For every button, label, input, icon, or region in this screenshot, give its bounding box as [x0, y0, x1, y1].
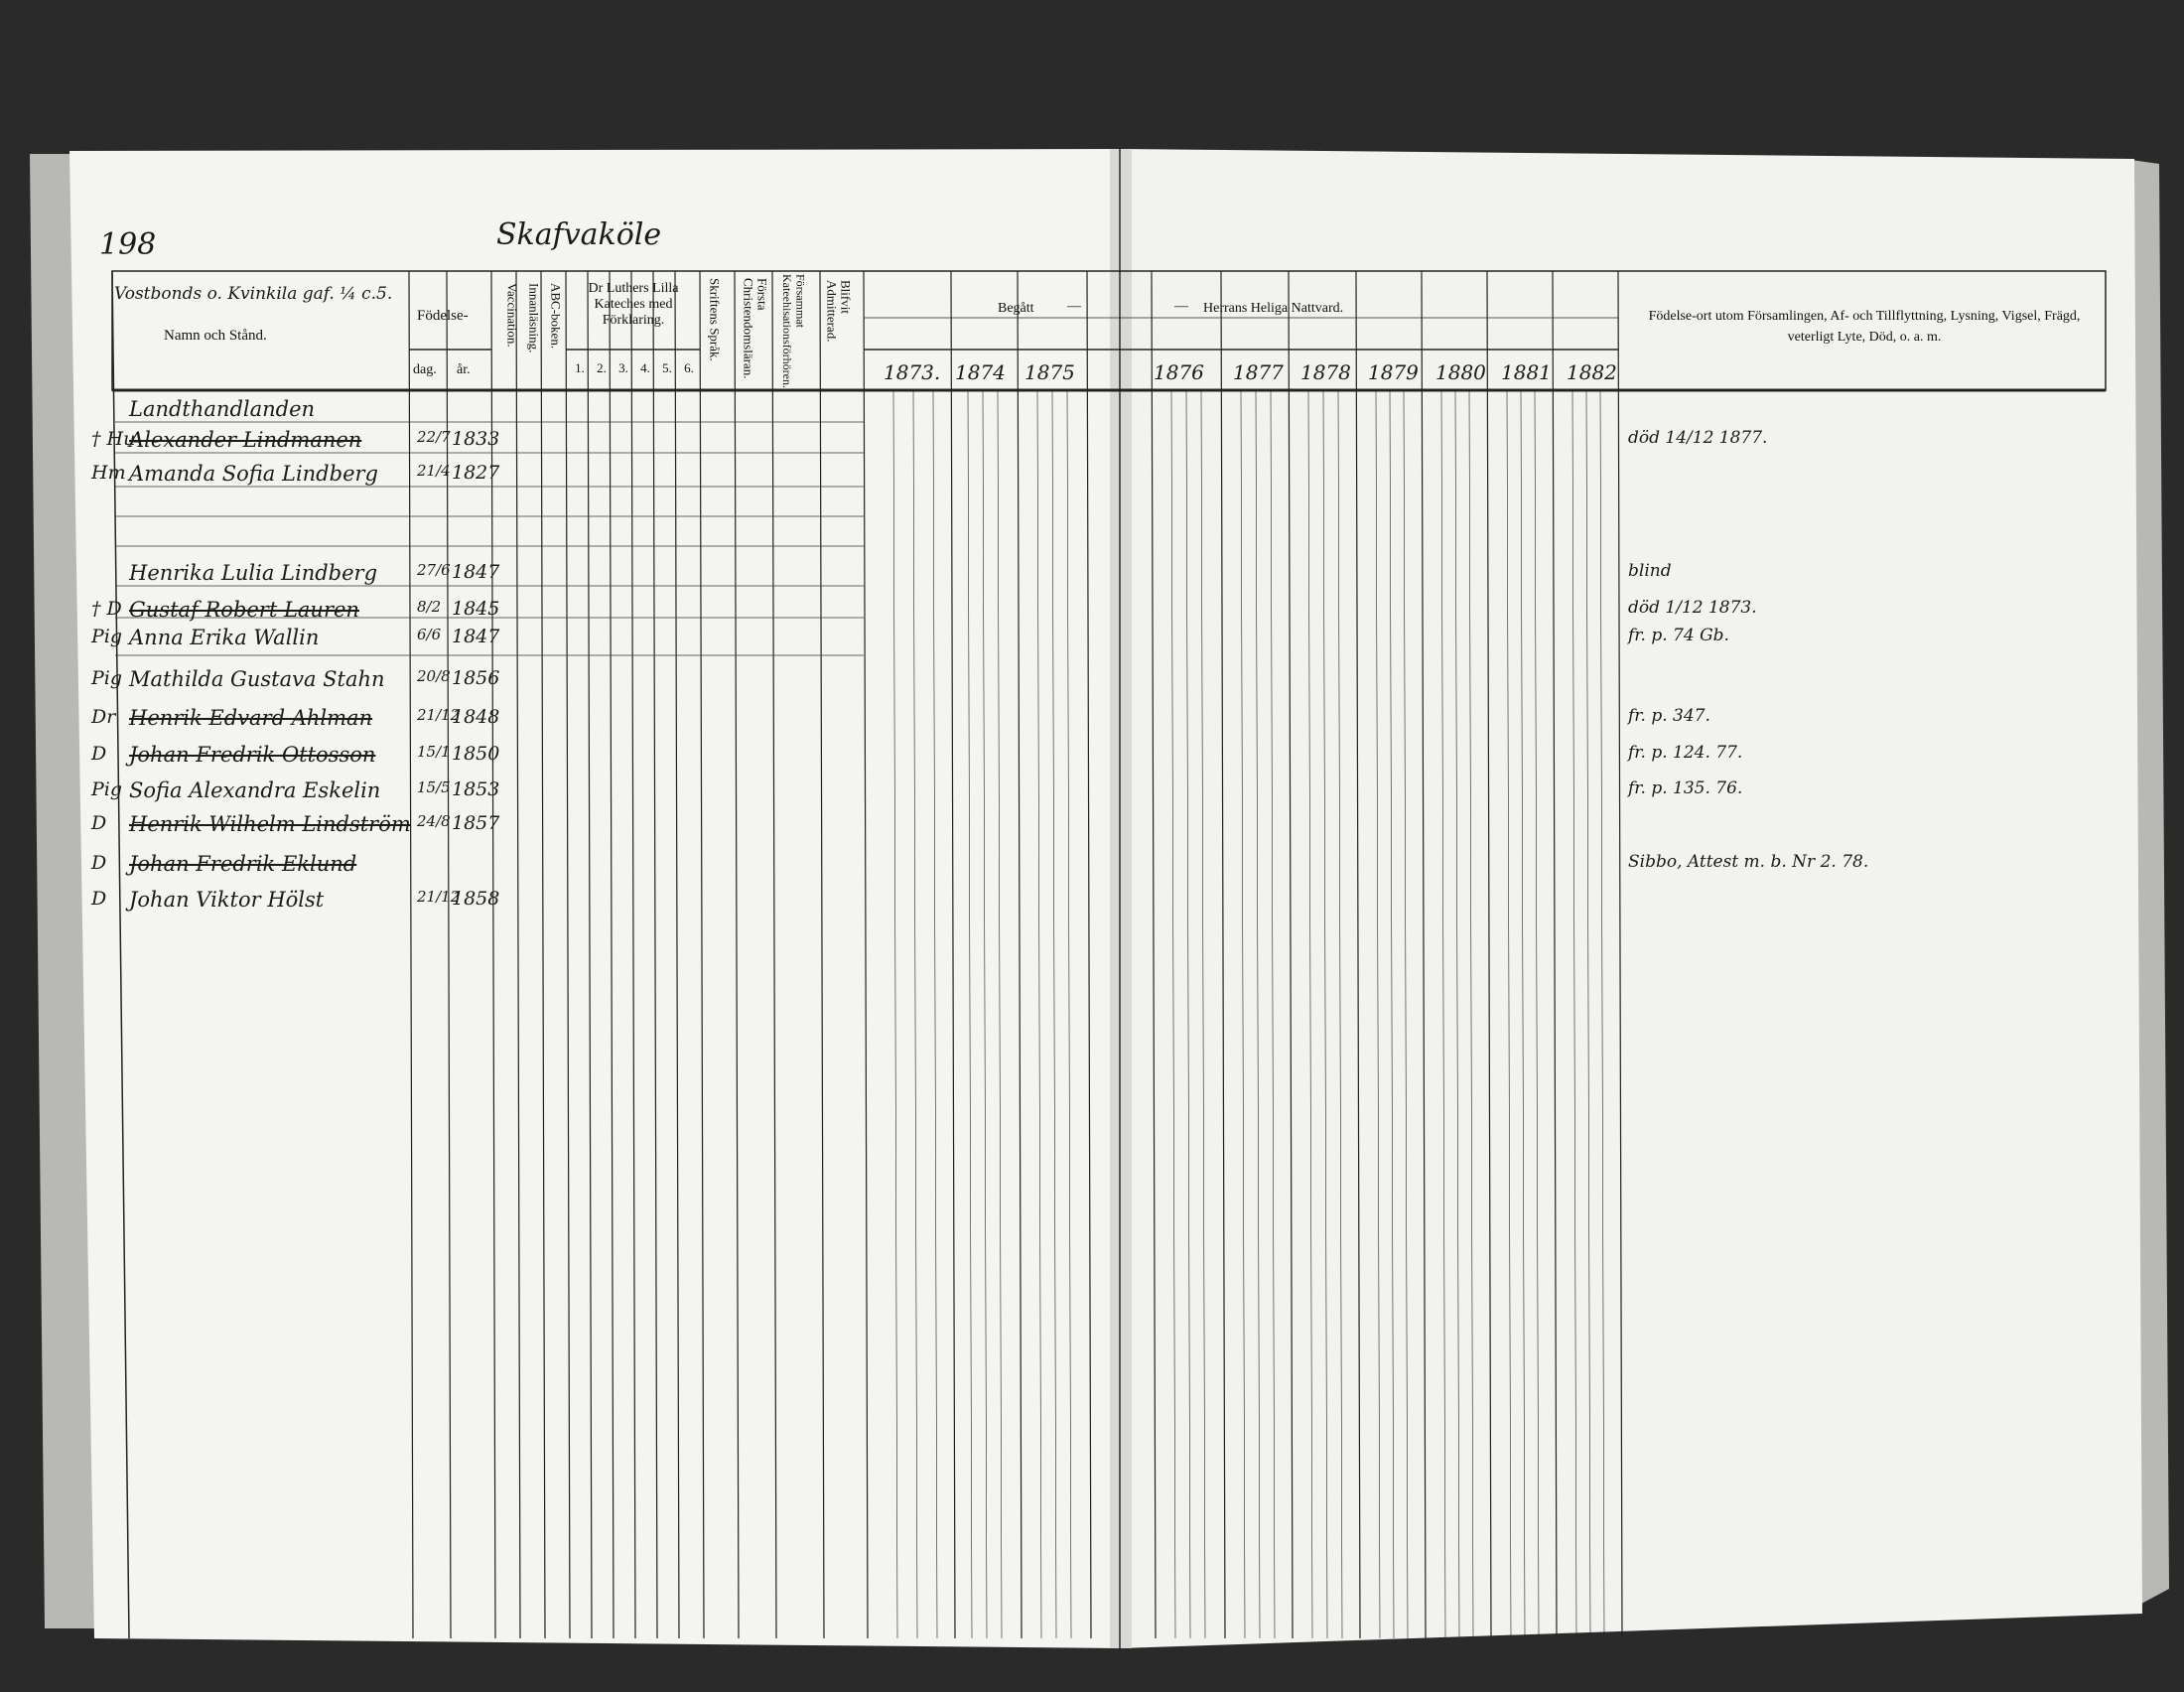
entry-birth-day: 6/6: [417, 626, 442, 643]
entry-birth-day: 15/5: [417, 778, 451, 796]
entry-birth-year: 1857: [452, 812, 500, 834]
entry-birth-year: 1845: [452, 598, 500, 620]
entry-birth-year: 1856: [452, 667, 500, 689]
entry-remark: död 14/12 1877.: [1628, 428, 1768, 448]
entry-prefix: D: [91, 812, 107, 834]
header-catechism-cols: [569, 361, 700, 376]
entry-prefix: Pig: [91, 778, 123, 800]
header-nattvard: Herrans Heliga Nattvard.: [1203, 301, 1344, 316]
entry-name: Johan Fredrik Eklund: [129, 852, 357, 876]
entry-name: Landthandlanden: [129, 397, 316, 421]
year-label: 1882: [1567, 360, 1617, 384]
entry-prefix: D: [91, 852, 107, 874]
year-label: 1878: [1300, 360, 1351, 384]
header-name-column: Namn och Stånd.: [164, 328, 267, 344]
header-blifvit: Blifvit Admitterad.: [824, 280, 854, 343]
entry-remark: Sibbo, Attest m. b. Nr 2. 78.: [1628, 852, 1869, 872]
cat-col-2: 2.: [597, 360, 607, 375]
entry-birth-day: 24/8: [417, 812, 451, 830]
header-dash-left: —: [1067, 299, 1081, 314]
page-number: 198: [99, 227, 157, 262]
entry-birth-year: 1833: [452, 428, 500, 450]
header-vaccination: Vaccination.: [504, 283, 520, 348]
year-label: 1873.: [884, 360, 941, 384]
entry-remark: död 1/12 1873.: [1628, 598, 1757, 618]
entry-name: Amanda Sofia Lindberg: [129, 462, 378, 486]
header-innanlasning: Innanläsning.: [526, 283, 542, 353]
entry-remark: fr. p. 74 Gb.: [1628, 626, 1729, 645]
header-dash-right: —: [1174, 299, 1188, 314]
entry-prefix: D: [91, 743, 107, 765]
entry-birth-day: 8/2: [417, 598, 442, 616]
entry-name: Anna Erika Wallin: [129, 626, 320, 649]
entry-prefix: Dr: [91, 706, 116, 728]
entry-name: Alexander Lindmanen: [129, 428, 362, 452]
header-forsamm: Försammat Kateehisationsförhören.: [780, 274, 808, 388]
entry-birth-year: 1848: [452, 706, 500, 728]
entry-birth-day: 21/12: [417, 888, 461, 906]
entry-birth-day: 22/7: [417, 428, 451, 446]
entry-remark: fr. p. 347.: [1628, 706, 1710, 726]
header-catechism: Dr Luthers Lilla Kateches med Förklaring.: [588, 281, 679, 329]
header-birth-day: dag.: [413, 362, 437, 377]
header-skriftens: Skriftens Språk.: [707, 278, 723, 361]
entry-birth-day: 20/8: [417, 667, 451, 685]
cat-col-4: 4.: [640, 360, 650, 375]
entry-name: Johan Fredrik Ottosson: [129, 743, 376, 767]
cat-col-3: 3.: [618, 360, 628, 375]
year-label: 1877: [1233, 360, 1284, 384]
entry-birth-day: 15/1: [417, 743, 451, 761]
header-birth-year: år.: [457, 362, 471, 377]
year-label: 1881: [1501, 360, 1552, 384]
cat-col-1: 1.: [575, 360, 585, 375]
year-label: 1875: [1024, 360, 1075, 384]
entry-birth-day: 21/4: [417, 462, 451, 480]
entry-prefix: D: [91, 888, 107, 910]
entry-birth-day: 21/12: [417, 706, 461, 724]
entry-birth-year: 1847: [452, 626, 500, 647]
year-label: 1876: [1154, 360, 1204, 384]
entry-prefix: Pig: [91, 667, 123, 689]
cat-col-5: 5.: [662, 360, 672, 375]
entry-name: Mathilda Gustava Stahn: [129, 667, 385, 691]
entry-name: Gustaf Robert Lauren: [129, 598, 359, 622]
year-label: 1880: [1435, 360, 1486, 384]
entry-name: Henrik Edvard Ahlman: [129, 706, 373, 730]
entry-name: Henrik Wilhelm Lindström: [129, 812, 411, 836]
village-name: Skafvaköle: [496, 217, 662, 252]
entry-birth-year: 1827: [452, 462, 500, 484]
cat-col-6: 6.: [684, 360, 694, 375]
entry-prefix: † Hu: [91, 428, 136, 450]
entry-birth-year: 1858: [452, 888, 500, 910]
entry-birth-day: 27/6: [417, 561, 451, 579]
header-farm-note: Vostbonds o. Kvinkila gaf. ¼ c.5.: [114, 284, 393, 304]
entry-prefix: † D: [91, 598, 122, 620]
entry-birth-year: 1853: [452, 778, 500, 800]
entry-birth-year: 1850: [452, 743, 500, 765]
header-begatt: Begått: [998, 301, 1034, 316]
entry-name: Johan Viktor Hölst: [129, 888, 325, 912]
header-abc-book: ABC-boken.: [548, 283, 564, 350]
entry-prefix: Hm: [91, 462, 126, 484]
year-label: 1879: [1368, 360, 1419, 384]
header-remarks: Födelse-ort utom Församlingen, Af- och Tillflyttning, Lysning, Vigsel, Frägd, veterligt Lyte, Död, o. a. m.: [1648, 309, 2081, 345]
entry-name: Sofia Alexandra Eskelin: [129, 778, 381, 802]
entry-prefix: Pig: [91, 626, 123, 647]
entry-birth-year: 1847: [452, 561, 500, 583]
entry-remark: fr. p. 124. 77.: [1628, 743, 1743, 763]
entry-remark: fr. p. 135. 76.: [1628, 778, 1743, 798]
entry-name: Henrika Lulia Lindberg: [129, 561, 378, 585]
header-forsta: Första Christendomsläran.: [741, 278, 770, 379]
year-label: 1874: [955, 360, 1006, 384]
header-birth: Födelse-: [417, 308, 469, 324]
entry-remark: blind: [1628, 561, 1672, 581]
